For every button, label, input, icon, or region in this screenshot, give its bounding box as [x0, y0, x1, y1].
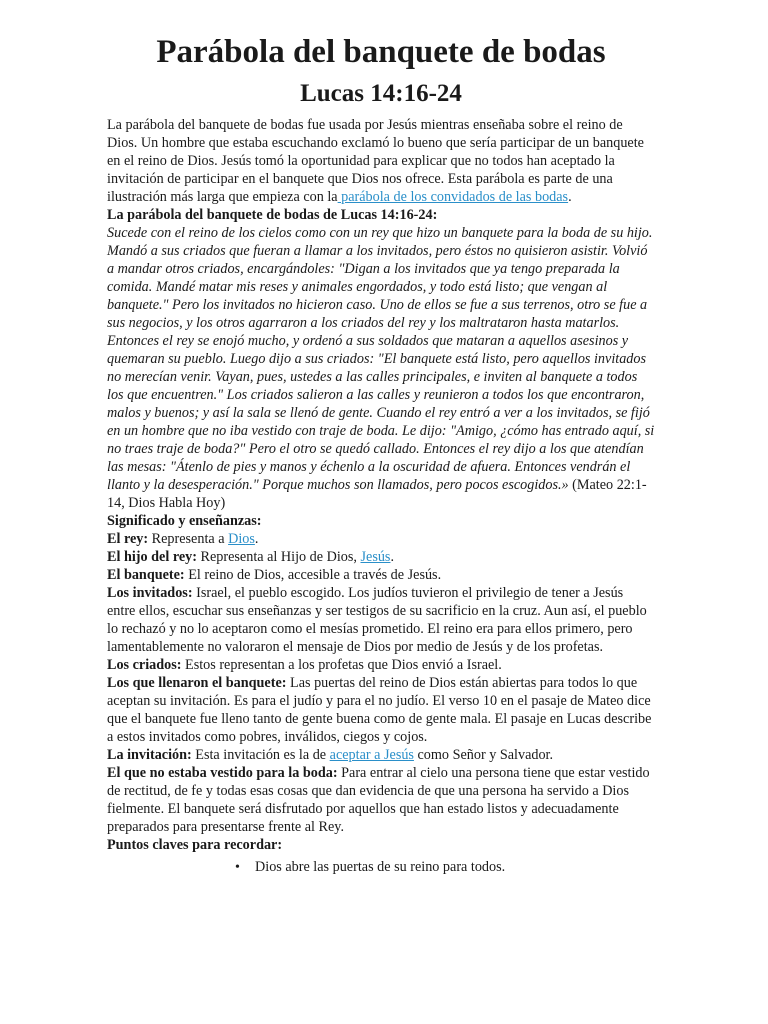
item-llenaron-label: Los que llenaron el banquete:: [107, 675, 287, 691]
list-item: • Dios abre las puertas de su reino para todos.: [235, 858, 655, 877]
intro-text: La parábola del banquete de bodas fue usada por Jesús mientras enseñaba sobre el reino de Dios. Un hombre que estaba escuchando exclamó lo bueno que sería participar de un banquete en el reino de Dios. Jesús tomó la oportunidad para explicar que no todos han aceptado la invitación de participar en el banquete que Dios nos ofrece. Esta parábola es parte de una ilustración más larga que empieza con la: [107, 117, 644, 205]
item-invitados: [107, 584, 655, 656]
item-invitados-text: Israel, el pueblo escogido. Los judíos tuvieron el privilegio de tener a Jesús entre ellos, escuchar sus enseñanzas y ser testigos de su sacrificio en la cruz. Aun así, el pueblo lo rechazó y no lo aceptaron como el mesías prometido. El reino era para ellos primero, pero lamentablemente no valoraron el mensaje de Dios por medio de Jesús y de los profetas.: [107, 585, 647, 655]
aceptar-jesus-link[interactable]: aceptar a Jesús: [329, 747, 414, 763]
key-points-heading-text: Puntos claves para recordar:: [107, 837, 283, 853]
item-vestido: [107, 764, 655, 836]
passage-heading: [107, 206, 655, 224]
item-invitados-label: Los invitados:: [107, 585, 193, 601]
passage-reference: (Mateo 22:1-14, Dios Habla Hoy): [107, 477, 647, 511]
meaning-heading-text: Significado y enseñanzas:: [107, 513, 262, 529]
item-banquete-label: El banquete:: [107, 567, 185, 583]
passage-paragraph: [107, 224, 655, 512]
item-invitacion-text: Esta invitación es la de: [191, 747, 330, 763]
item-hijo-text: Representa al Hijo de Dios,: [196, 549, 361, 565]
document-page: [107, 30, 655, 877]
passage-quote: Sucede con el reino de los cielos como con un rey que hizo un banquete para la boda de su hijo. Mandó a sus criados que fueran a llamar a los invitados, pero éstos no quisieron asistir. Volvió a mandar otros criados, encargándoles: "Digan a los invitados que ya tengo preparada la comida. Mandé matar mis reses y animales engordados, y todo está listo; que vengan al banquete." Pero los invitados no hicieron caso. Uno de ellos se fue a sus terrenos, otro se fue a sus negocios, y los otros agarraron a los criados del rey y los maltrataron hasta matarlos. Entonces el rey se enojó mucho, y ordenó a sus soldados que mataran a aquellos asesinos y quemaran su pueblo. Luego dijo a sus criados: "El banquete está listo, pero aquellos invitados no merecían venir. Vayan, pues, ustedes a las calles principales, e inviten al banquete a todos los que encuentren." Los criados salieron a las calles y reunieron a todos los que encontraron, malos y buenos; y así la sala se llenó de gente. Cuando el rey entró a ver a los invitados, se fijó en un hombre que no iba vestido con traje de boda. Le dijo: "Amigo, ¿cómo has entrado aquí, si no traes traje de boda?" Pero el otro se quedó callado. Entonces el rey dijo a los que atendían las mesas: "Átenlo de pies y manos y échenlo a la oscuridad de afuera. Entonces vendrán el llanto y la desesperación." Porque muchos son llamados, pero pocos escogidos.»: [107, 225, 655, 493]
item-rey-label: El rey:: [107, 531, 149, 547]
item-invitacion-label: La invitación:: [107, 747, 192, 763]
item-hijo-label: El hijo del rey:: [107, 549, 197, 565]
item-rey-end: .: [254, 531, 259, 547]
intro-paragraph: [107, 116, 655, 206]
item-invitacion-end: como Señor y Salvador.: [413, 747, 554, 763]
item-banquete-text: El reino de Dios, accesible a través de Jesús.: [184, 567, 442, 583]
jesus-link[interactable]: Jesús: [360, 549, 391, 565]
item-criados-label: Los criados:: [107, 657, 182, 673]
key-points-heading: [107, 836, 655, 854]
item-criados-text: Estos representan a los profetas que Dios envió a Israel.: [181, 657, 502, 673]
intro-end: .: [568, 189, 572, 205]
convidados-link[interactable]: parábola de los convidados de las bodas: [337, 189, 569, 205]
meaning-heading: [107, 512, 655, 530]
key-points-list: [107, 858, 655, 877]
dios-link[interactable]: Dios: [228, 531, 255, 547]
item-invitacion: [107, 746, 655, 764]
item-hijo: [107, 548, 655, 566]
item-llenaron-text: Las puertas del reino de Dios están abiertas para todos lo que aceptan su invitación. Es para el judío y para el no judío. El verso 10 en el pasaje de Mateo dice que el banquete fue lleno tanto de gente buena como de gente mala. El pasaje en Lucas describe a estos invitados como pobres, inválidos, ciegos y cojos.: [107, 675, 652, 745]
item-llenaron: [107, 674, 655, 746]
item-rey: [107, 530, 655, 548]
item-hijo-end: .: [390, 549, 395, 565]
passage-heading-text: La parábola del banquete de bodas de Lucas 14:16-24:: [107, 207, 438, 223]
page-subtitle: Lucas 14:16-24: [300, 80, 462, 107]
item-vestido-label: El que no estaba vestido para la boda:: [107, 765, 338, 781]
item-rey-text: Representa a: [148, 531, 229, 547]
item-vestido-text: Para entrar al cielo una persona tiene que estar vestido de rectitud, de fe y todas esas cosas que dan evidencia de que una persona ha servido a Dios fielmente. El banquete será disfrutado por aquellos que han estado listos y adecuadamente preparados para presentarse frente al Rey.: [107, 765, 650, 835]
page-title: Parábola del banquete de bodas: [156, 34, 606, 70]
item-banquete: [107, 566, 655, 584]
item-criados: [107, 656, 655, 674]
